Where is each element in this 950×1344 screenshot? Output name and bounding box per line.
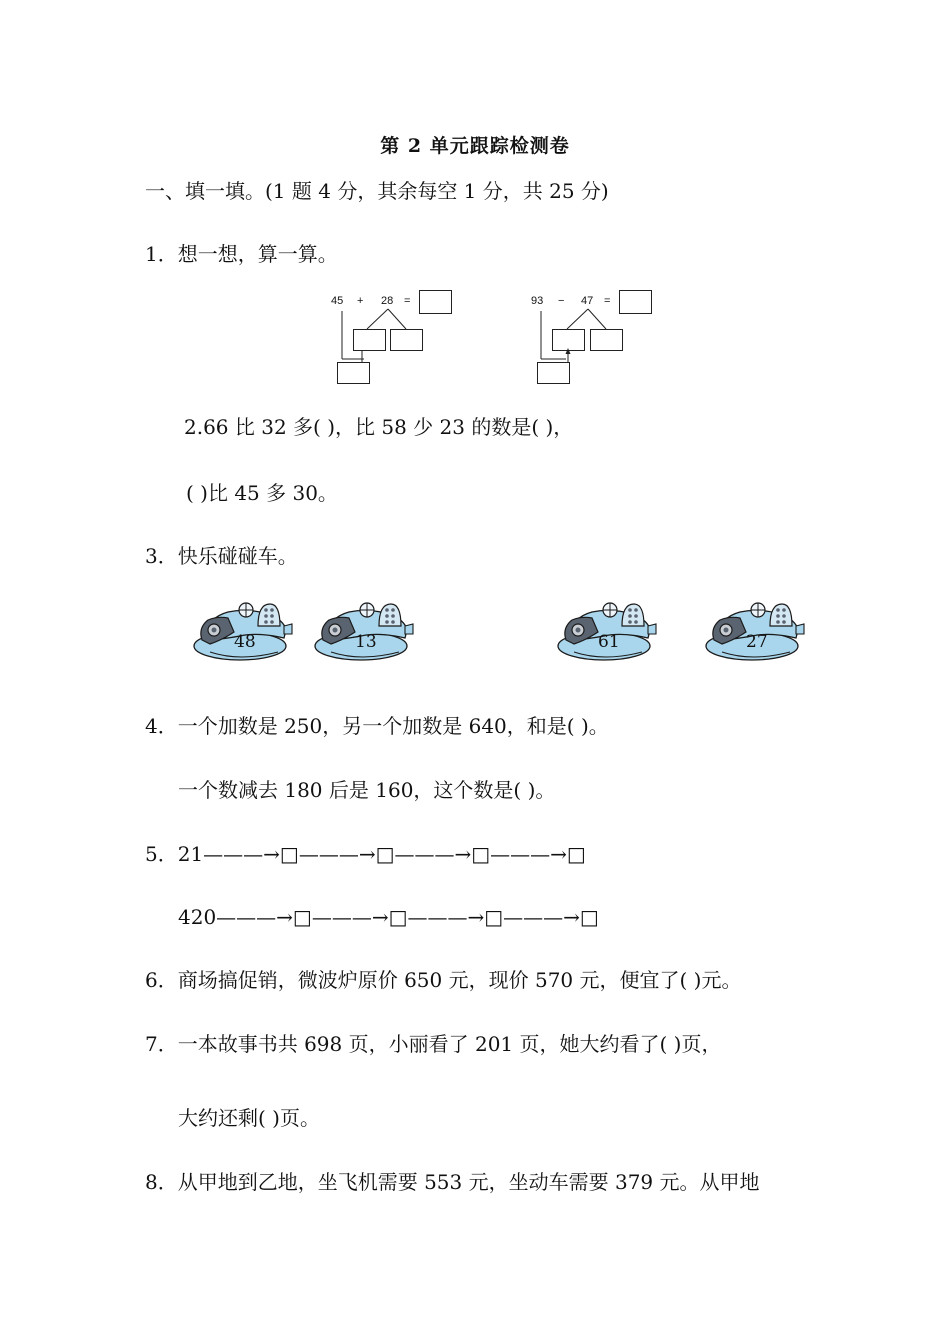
question-2-line-1: 2.66 比 32 多( )，比 58 少 23 的数是( )， [184,415,574,439]
question-7-line-1: 7．一本故事书共 698 页，小丽看了 201 页，她大约看了( )页， [145,1032,722,1056]
diagram-right-a: 93 [531,295,544,307]
question-1-label: 1．想一想，算一算。 [145,242,338,266]
page-title: 第 2 单元跟踪检测卷 [380,135,570,157]
diagram-right-eq: = [604,295,611,307]
diagram-left-op: + [357,295,364,307]
question-8: 8．从甲地到乙地，坐飞机需要 553 元，坐动车需要 379 元。从甲地 [145,1170,760,1194]
bumper-car-2-number: 13 [355,632,377,652]
question-5-line-2: 420———→□———→□———→□———→□ [178,905,599,929]
diagram-left-a: 45 [331,295,344,307]
question-4-line-1: 4．一个加数是 250，另一个加数是 640，和是( )。 [145,714,609,738]
diagram-left-lines [330,305,430,385]
diagram-right-op: − [558,295,565,307]
bumper-car-4-number: 27 [746,632,768,652]
bumper-car-4 [700,596,820,676]
bumper-car-3-number: 61 [598,632,620,652]
bumper-car-1 [188,596,308,676]
diagram-right-b: 47 [581,295,594,307]
diagram-right-lines [530,305,630,385]
question-2-line-2: ( )比 45 多 30。 [186,481,338,505]
bumper-car-3 [552,596,672,676]
bumper-car-2 [309,596,429,676]
question-4-line-2: 一个数减去 180 后是 160，这个数是( )。 [178,778,556,802]
section-heading: 一、填一填。(1 题 4 分，其余每空 1 分，共 25 分) [145,179,609,203]
question-7-line-2: 大约还剩( )页。 [178,1106,320,1130]
question-6: 6．商场搞促销，微波炉原价 650 元，现价 570 元，便宜了( )元。 [145,968,742,992]
question-5-line-1: 5．21———→□———→□———→□———→□ [145,842,586,866]
bumper-car-1-number: 48 [234,632,256,652]
diagram-left-eq: = [404,295,411,307]
question-3-label: 3．快乐碰碰车。 [145,544,298,568]
diagram-left-b: 28 [381,295,394,307]
